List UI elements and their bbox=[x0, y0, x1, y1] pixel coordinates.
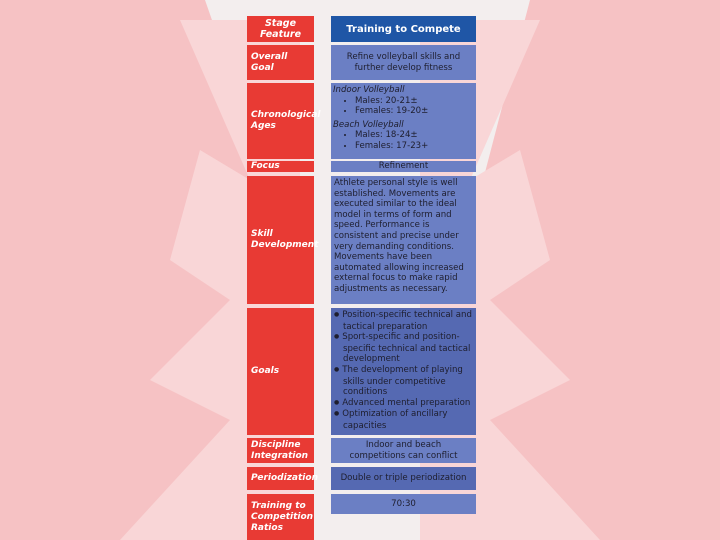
row-label-discipline-integration bbox=[247, 438, 314, 463]
goal-item: ● The development of playing skills under competitive conditions bbox=[334, 365, 473, 398]
discipline-integration-label: Discipline Integration bbox=[251, 439, 309, 461]
row-label-goals bbox=[247, 308, 314, 435]
focus-label: Focus bbox=[251, 161, 280, 171]
header-stage-name-label: Training to Compete bbox=[346, 23, 461, 35]
row-label-skill-development bbox=[247, 176, 319, 304]
header-stage-name bbox=[331, 16, 476, 42]
header-stage-feature bbox=[247, 16, 314, 42]
discipline-integration-value: Indoor and beach competitions can conflict bbox=[349, 439, 458, 461]
row-label-chronological-ages bbox=[247, 83, 321, 159]
row-value-overall-goal bbox=[331, 45, 476, 80]
row-value-training-ratio bbox=[331, 494, 476, 514]
header-stage-feature-label: Stage Feature bbox=[259, 18, 302, 40]
goal-item: ● Advanced mental preparation bbox=[334, 398, 473, 410]
beach-age-item: • Females: 17-23+ bbox=[355, 141, 474, 152]
goal-item: ● Position-specific technical and tactical preparation bbox=[334, 310, 473, 332]
beach-age-list bbox=[333, 130, 474, 151]
row-value-goals bbox=[331, 308, 476, 435]
overall-goal-label: Overall Goal bbox=[251, 51, 288, 73]
periodization-value: Double or triple periodization bbox=[340, 473, 467, 484]
indoor-volleyball-title: Indoor Volleyball bbox=[333, 85, 405, 95]
goal-item: ● Optimization of ancillary capacities bbox=[334, 409, 473, 431]
beach-age-item: • Males: 18-24± bbox=[355, 130, 474, 141]
row-value-focus bbox=[331, 161, 476, 172]
skill-development-label: Skill Development bbox=[251, 229, 319, 250]
indoor-age-item: • Males: 20-21± bbox=[355, 96, 474, 107]
row-value-skill-development bbox=[331, 176, 476, 304]
indoor-age-list bbox=[333, 96, 474, 117]
training-ratio-label: Training to Competition Ratios bbox=[251, 500, 314, 533]
skill-development-value: Athlete personal style is well established. Movements are executed similar to the ideal model in terms of form and speed. Performance is consistent and precise under very demanding conditions. Movements have been automated allowing increased external focus to make rapid adjustments as necessary. bbox=[334, 178, 464, 294]
row-value-periodization bbox=[331, 467, 476, 490]
goal-item: ● Sport-specific and position-specific technical and tactical development bbox=[334, 332, 473, 365]
row-label-training-ratio bbox=[247, 494, 314, 540]
overall-goal-value: Refine volleyball skills and further develop fitness bbox=[346, 51, 461, 73]
row-value-discipline-integration bbox=[331, 438, 476, 463]
training-ratio-value: 70:30 bbox=[391, 498, 416, 509]
goals-label: Goals bbox=[251, 366, 280, 376]
row-label-focus bbox=[247, 161, 314, 172]
periodization-label: Periodization bbox=[251, 473, 318, 483]
row-label-overall-goal bbox=[247, 45, 314, 80]
focus-value: Refinement bbox=[378, 161, 429, 172]
goals-list bbox=[334, 310, 473, 432]
chronological-ages-label: Chronological Ages bbox=[251, 110, 321, 131]
beach-volleyball-title: Beach Volleyball bbox=[333, 119, 404, 130]
row-value-chronological-ages bbox=[331, 83, 476, 159]
indoor-age-item: • Females: 19-20± bbox=[355, 106, 474, 117]
row-label-periodization bbox=[247, 467, 318, 490]
